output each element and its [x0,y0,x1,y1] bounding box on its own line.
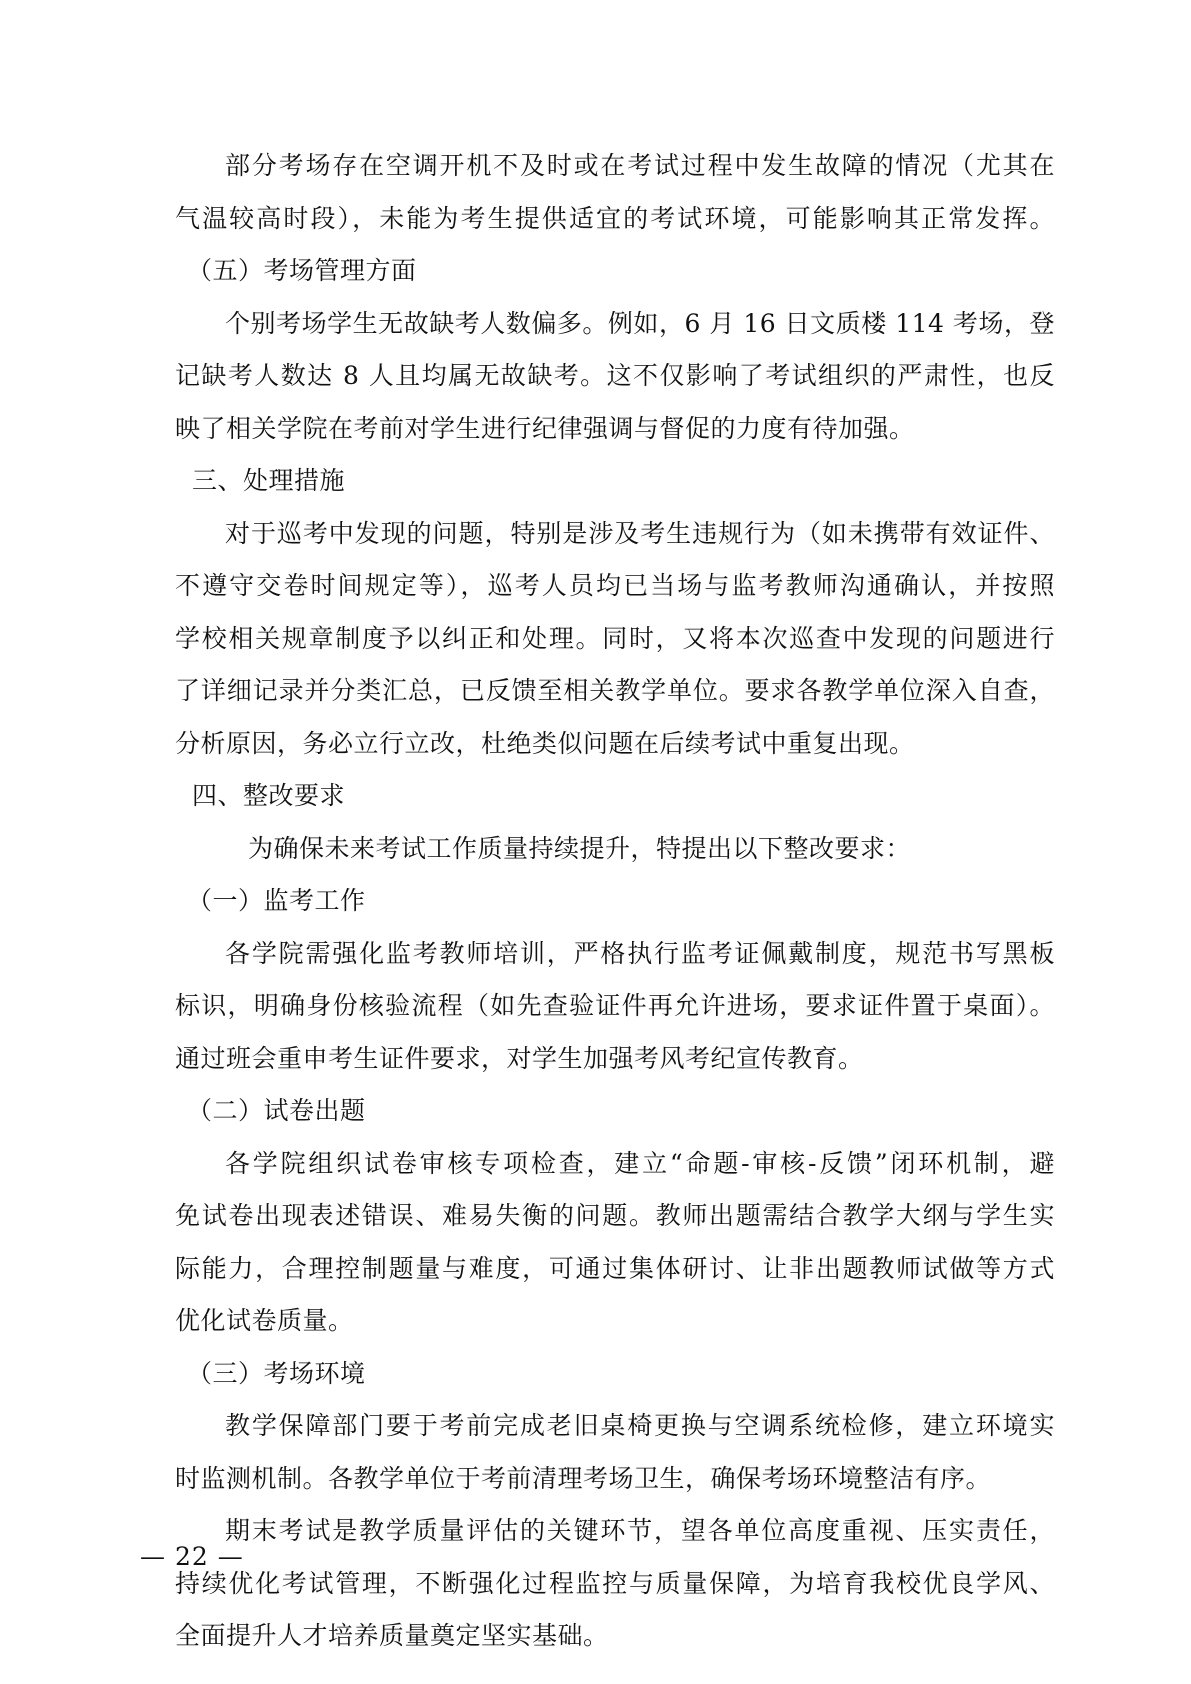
paragraph-line: 记缺考人数达 8 人且均属无故缺考。这不仅影响了考试组织的严肃性，也反 [175,361,1055,390]
subsection-heading: （五）考场管理方面 [187,256,417,285]
paragraph-line: 个别考场学生无故缺考人数偏多。例如，6 月 16 日文质楼 114 考场，登 [225,308,1055,338]
paragraph-line: 气温较高时段），未能为考生提供适宜的考试环境，可能影响其正常发挥。 [175,203,1055,233]
paragraph-line: 学校相关规章制度予以纠正和处理。同时，又将本次巡查中发现的问题进行 [175,623,1055,653]
subsection-heading: （二）试卷出题 [187,1096,366,1125]
paragraph-line: 映了相关学院在考前对学生进行纪律强调与督促的力度有待加强。 [175,413,915,443]
paragraph-line: 分析原因，务必立行立改，杜绝类似问题在后续考试中重复出现。 [175,728,915,758]
paragraph-line: 通过班会重申考生证件要求，对学生加强考风考纪宣传教育。 [175,1043,864,1073]
paragraph-line: 教学保障部门要于考前完成老旧桌椅更换与空调系统检修，建立环境实 [225,1411,1055,1440]
paragraph-line: 了详细记录并分类汇总，已反馈至相关教学单位。要求各教学单位深入自查， [175,676,1055,705]
document-body [175,140,1055,1663]
paragraph-line: 优化试卷质量。 [175,1306,354,1335]
paragraph-line: 时监测机制。各教学单位于考前清理考场卫生，确保考场环境整洁有序。 [175,1463,992,1493]
paragraph-line: 部分考场存在空调开机不及时或在考试过程中发生故障的情况（尤其在 [225,151,1055,180]
subsection-heading: （三）考场环境 [187,1358,366,1388]
paragraph-line: 全面提升人才培养质量奠定坚实基础。 [175,1621,609,1650]
page-number: — 22 — [140,1542,244,1571]
paragraph-line: 对于巡考中发现的问题，特别是涉及考生违规行为（如未携带有效证件、 [225,518,1055,548]
section-heading: 四、整改要求 [192,781,346,810]
section-heading: 三、处理措施 [192,466,346,495]
paragraph-line: 免试卷出现表述错误、难易失衡的问题。教师出题需结合教学大纲与学生实 [175,1201,1055,1230]
paragraph-line: 各学院需强化监考教师培训，严格执行监考证佩戴制度，规范书写黑板 [225,938,1055,968]
paragraph-line: 标识，明确身份核验流程（如先查验证件再允许进场，要求证件置于桌面）。 [175,991,1055,1020]
paragraph-line: 各学院组织试卷审核专项检查，建立“命题-审核-反馈”闭环机制，避 [225,1148,1055,1178]
intro-line: 为确保未来考试工作质量持续提升，特提出以下整改要求： [248,833,912,863]
paragraph-line: 期末考试是教学质量评估的关键环节，望各单位高度重视、压实责任， [225,1516,1055,1545]
subsection-heading: （一）监考工作 [187,886,366,915]
paragraph-line: 持续优化考试管理，不断强化过程监控与质量保障，为培育我校优良学风、 [175,1568,1055,1598]
paragraph-line: 际能力，合理控制题量与难度，可通过集体研讨、让非出题教师试做等方式 [175,1253,1055,1283]
paragraph-line: 不遵守交卷时间规定等），巡考人员均已当场与监考教师沟通确认，并按照 [175,571,1055,600]
